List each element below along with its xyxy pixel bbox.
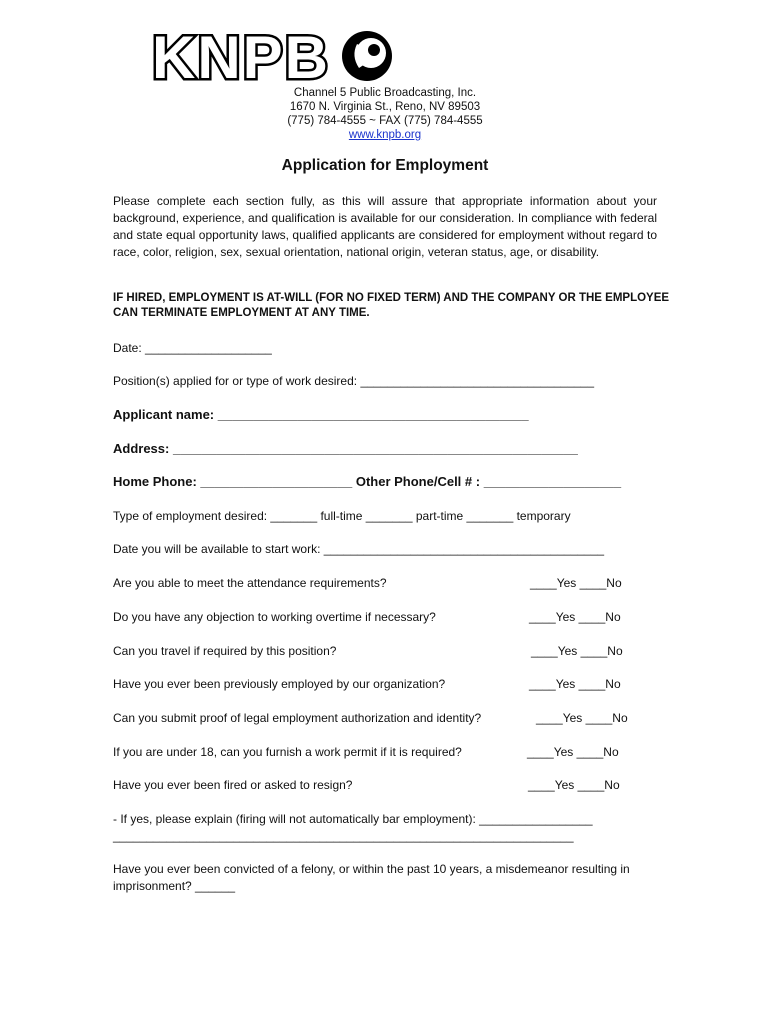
org-name: Channel 5 Public Broadcasting, Inc. [293, 87, 477, 99]
date-field[interactable]: Date: ___________________ [113, 341, 272, 355]
org-address: 1670 N. Virginia St., Reno, NV 89503 [289, 101, 481, 113]
question-work-permit: If you are under 18, can you furnish a work permit if it is required? [113, 745, 462, 759]
question-authorization: Can you submit proof of legal employment authorization and identity? [113, 711, 482, 725]
start-date-field[interactable]: Date you will be available to start work: __________________________________________ [113, 542, 605, 556]
explain-field[interactable]: - If yes, please explain (firing will not automatically bar employment): _________________ [113, 812, 593, 826]
at-will-notice: IF HIRED, EMPLOYMENT IS AT-WILL (FOR NO FIXED TERM) AND THE COMPANY OR THE EMPLOYEE CAN TERMINATE EMPLOYMENT AT ANY TIME. [113, 292, 670, 319]
pbs-head-icon [342, 31, 392, 81]
question-overtime: Do you have any objection to working overtime if necessary? [113, 610, 436, 624]
logo-wordmark: KNPB [152, 28, 331, 86]
answer-fired[interactable]: ____Yes ____No [528, 778, 620, 792]
applicant-name-field[interactable]: Applicant name: ___________________________________________ [113, 407, 529, 422]
position-field[interactable]: Position(s) applied for or type of work desired: ___________________________________ [113, 374, 595, 388]
answer-authorization[interactable]: ____Yes ____No [536, 711, 628, 725]
answer-previous-employment[interactable]: ____Yes ____No [529, 677, 621, 691]
answer-attendance[interactable]: ____Yes ____No [530, 576, 622, 590]
question-previous-employment: Have you ever been previously employed by our organization? [113, 677, 446, 691]
question-attendance: Are you able to meet the attendance requirements? [113, 576, 387, 590]
address-field[interactable]: Address: ________________________________________________________ [113, 441, 578, 456]
answer-overtime[interactable]: ____Yes ____No [529, 610, 621, 624]
employment-type-field[interactable]: Type of employment desired: _______ full-time _______ part-time _______ temporary [113, 509, 571, 523]
question-fired: Have you ever been fired or asked to resign? [113, 778, 353, 792]
answer-travel[interactable]: ____Yes ____No [531, 644, 623, 658]
website-link[interactable]: www.knpb.org [348, 129, 422, 141]
org-phone-fax: (775) 784-4555 ~ FAX (775) 784-4555 [287, 115, 483, 127]
explain-continuation-line[interactable]: _____________________________________________________________________ [113, 829, 574, 843]
answer-work-permit[interactable]: ____Yes ____No [527, 745, 619, 759]
knpb-logo [152, 28, 394, 86]
question-travel: Can you travel if required by this position? [113, 644, 337, 658]
intro-paragraph: Please complete each section fully, as this will assure that appropriate information about your background, experience, and qualification is available for our consideration. In compliance with federal and state equal opportunity laws, qualified applicants are considered for employment without regard to race, color, religion, sex, sexual orientation, national origin, veteran status, age, or disability. [113, 194, 657, 259]
form-title: Application for Employment [281, 157, 489, 174]
phone-fields[interactable]: Home Phone: _____________________ Other Phone/Cell # : ___________________ [113, 474, 622, 489]
felony-question[interactable]: Have you ever been convicted of a felony, or within the past 10 years, a misdemeanor resulting in imprisonment? ______ [113, 862, 630, 893]
